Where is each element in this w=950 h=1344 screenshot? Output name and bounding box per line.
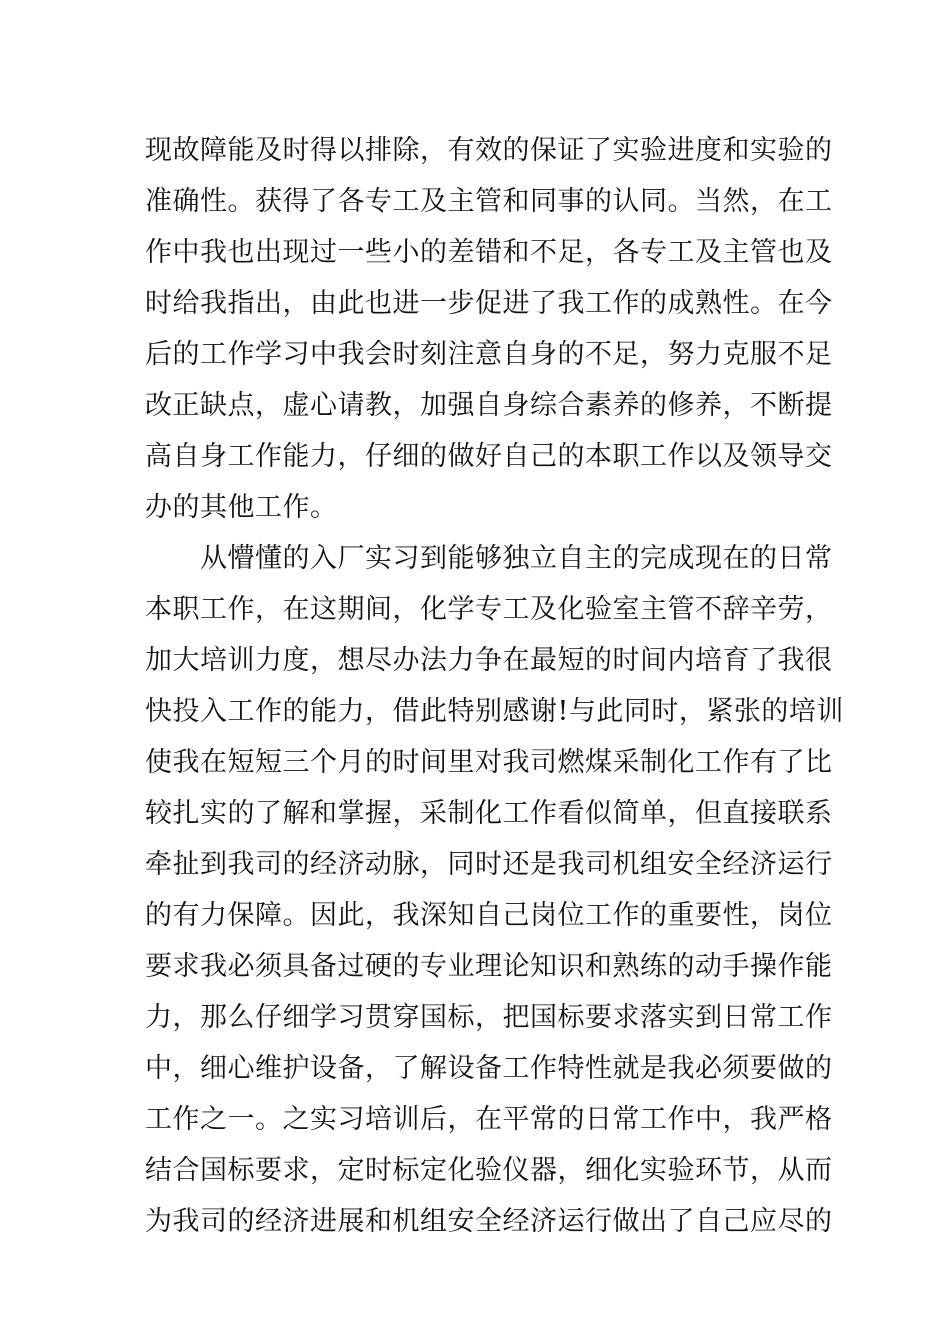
- text-line: 办的其他工作。: [145, 492, 338, 523]
- text-line: 准确性。获得了各专工及主管和同事的认同。当然，在工: [145, 186, 833, 217]
- text-line: 工作之一。之实习培训后，在平常的日常工作中，我严格: [145, 1104, 833, 1135]
- paragraph-2: [145, 533, 844, 1247]
- text-line: 作中我也出现过一些小的差错和不足，各专工及主管也及: [145, 237, 833, 268]
- text-line: 改正缺点，虚心请教，加强自身综合素养的修养，不断提: [145, 390, 833, 421]
- text-line: 的有力保障。因此，我深知自己岗位工作的重要性，岗位: [145, 900, 833, 931]
- paragraph-1: [145, 125, 833, 533]
- text-line: 较扎实的了解和掌握，采制化工作看似简单，但直接联系: [145, 798, 833, 829]
- text-line: 时给我指出，由此也进一步促进了我工作的成熟性。在今: [145, 288, 833, 319]
- text-line: 快投入工作的能力，借此特别感谢!与此同时，紧张的培训: [145, 696, 844, 727]
- text-line: 为我司的经济进展和机组安全经济运行做出了自己应尽的: [145, 1206, 833, 1237]
- text-line: 牵扯到我司的经济动脉，同时还是我司机组安全经济运行: [145, 849, 833, 880]
- text-line: 现故障能及时得以排除，有效的保证了实验进度和实验的: [145, 135, 833, 166]
- text-line: 使我在短短三个月的时间里对我司燃煤采制化工作有了比: [145, 747, 833, 778]
- text-line: 加大培训力度，想尽办法力争在最短的时间内培育了我很: [145, 645, 833, 676]
- text-line: 要求我必须具备过硬的专业理论知识和熟练的动手操作能: [145, 951, 833, 982]
- text-line: 后的工作学习中我会时刻注意自身的不足，努力克服不足: [145, 339, 833, 370]
- text-line: 从懵懂的入厂实习到能够独立自主的完成现在的日常: [145, 543, 833, 574]
- text-line: 本职工作，在这期间，化学专工及化验室主管不辞辛劳，: [145, 594, 833, 625]
- text-line: 高自身工作能力，仔细的做好自己的本职工作以及领导交: [145, 441, 833, 472]
- text-line: 结合国标要求，定时标定化验仪器，细化实验环节，从而: [145, 1155, 833, 1186]
- text-line: 力，那么仔细学习贯穿国标，把国标要求落实到日常工作: [145, 1002, 833, 1033]
- text-line: 中，细心维护设备，了解设备工作特性就是我必须要做的: [145, 1053, 833, 1084]
